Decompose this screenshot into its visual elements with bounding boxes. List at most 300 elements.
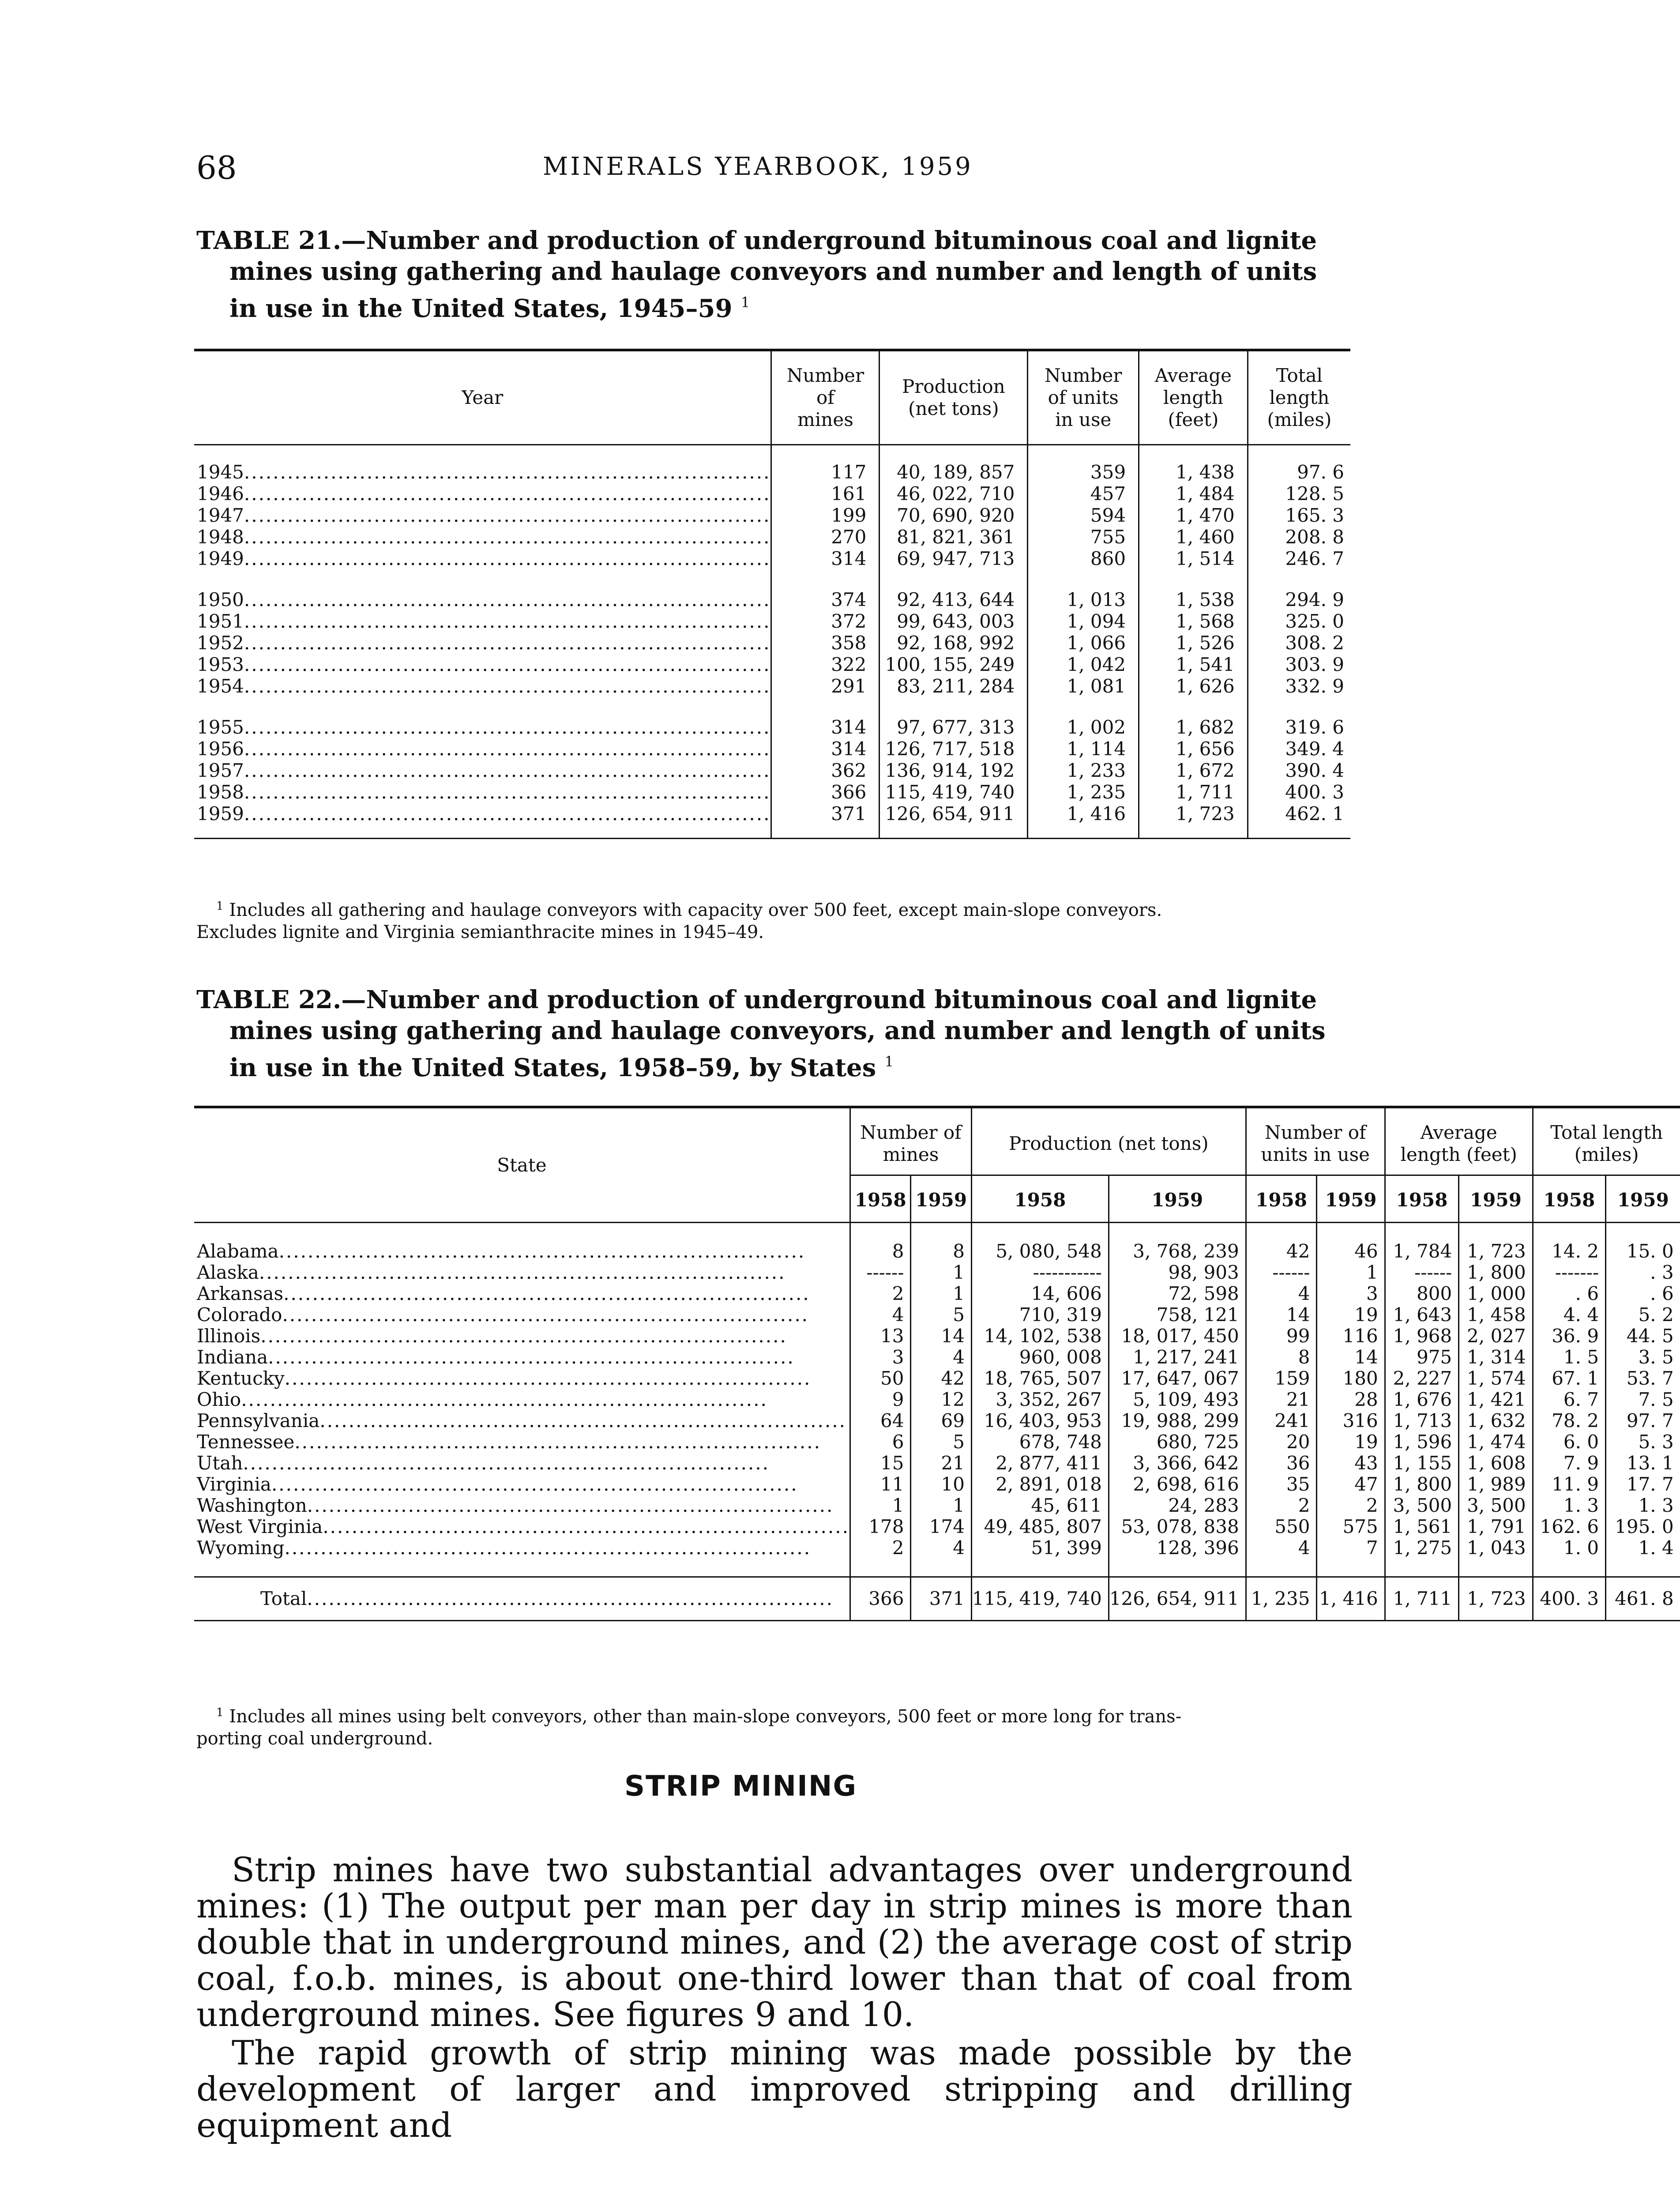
table21-cell-units: 755 bbox=[1028, 526, 1139, 548]
table21-row bbox=[194, 803, 1350, 825]
table21-cell-total-length: 332. 9 bbox=[1248, 675, 1350, 697]
table21-cell-total-length: 308. 2 bbox=[1248, 632, 1350, 654]
table22-row bbox=[194, 1453, 1680, 1474]
table22-cell-units-1958: 4 bbox=[1246, 1537, 1317, 1559]
table22-cell-units-1959: 1 bbox=[1317, 1262, 1385, 1283]
table22-cell-production-1958: 2, 891, 018 bbox=[971, 1474, 1109, 1495]
table21-cell-total-length: 97. 6 bbox=[1248, 461, 1350, 483]
table22-cell-total-length-1959: 3. 5 bbox=[1606, 1347, 1680, 1368]
table22-cell-total-length-1959: 44. 5 bbox=[1606, 1326, 1680, 1347]
table21-cell-year: 1945......................................................................... bbox=[197, 461, 771, 483]
table21-cell-total-length: 349. 4 bbox=[1248, 738, 1350, 760]
table22-cell-mines-1958: 9 bbox=[850, 1389, 911, 1410]
table22-cell-total-length-1959: . 6 bbox=[1606, 1283, 1680, 1304]
table22-cell-production-1958: 115, 419, 740 bbox=[971, 1577, 1109, 1621]
table21-row bbox=[194, 483, 1350, 505]
table21-caption-note: 1 bbox=[740, 294, 750, 311]
body-paragraph-2 bbox=[196, 2035, 1353, 2143]
table22-cell-state: Washington......................................................................... bbox=[197, 1495, 834, 1516]
table22-cell-mines-1959: 1 bbox=[911, 1283, 972, 1304]
table22-cell-avg-length-1958: 2, 227 bbox=[1385, 1368, 1459, 1389]
table22-cell-units-1958: 20 bbox=[1246, 1431, 1317, 1453]
table22-cell-total-length-1959: 195. 0 bbox=[1606, 1516, 1680, 1537]
table22-cell-production-1958: 18, 765, 507 bbox=[971, 1368, 1109, 1389]
table22-year-1959: 1959 bbox=[1606, 1175, 1680, 1223]
table22-cell-mines-1959: 5 bbox=[911, 1304, 972, 1326]
table22-cell-avg-length-1958: 1, 711 bbox=[1385, 1577, 1459, 1621]
table22-cell-production-1958: 3, 352, 267 bbox=[971, 1389, 1109, 1410]
table21-cell-production: 97, 677, 313 bbox=[879, 716, 1028, 738]
table22-cell-state: Kentucky......................................................................... bbox=[197, 1367, 812, 1389]
table21-cell-production: 92, 168, 992 bbox=[879, 632, 1028, 654]
table21-header-production: Production (net tons) bbox=[879, 350, 1028, 445]
table21-cell-mines: 362 bbox=[771, 760, 879, 781]
table21-cell-avg-length: 1, 460 bbox=[1139, 526, 1248, 548]
table22-footnote bbox=[196, 1702, 1353, 1750]
table22-cell-state: Alaska......................................................................... bbox=[197, 1262, 786, 1283]
table21-header-total-length: Total length (miles) bbox=[1248, 350, 1350, 445]
table21-cell-units: 860 bbox=[1028, 548, 1139, 569]
table21-cell-total-length: 294. 9 bbox=[1248, 589, 1350, 610]
table21-footnote bbox=[196, 895, 1353, 943]
table21-footnote-line-1: Includes all gathering and haulage conveyors with capacity over 500 feet, except main-slope conveyors. bbox=[229, 900, 1162, 920]
table22-row bbox=[194, 1283, 1680, 1304]
table21-cell-mines: 199 bbox=[771, 505, 879, 526]
table22-cell-units-1958: 1, 235 bbox=[1246, 1577, 1317, 1621]
table22-footnote-line-2: porting coal underground. bbox=[196, 1729, 433, 1749]
table22-cell-total-length-1959: 7. 5 bbox=[1606, 1389, 1680, 1410]
table22-header-mines: Number of mines bbox=[850, 1107, 971, 1175]
table22-cell-production-1958: 678, 748 bbox=[971, 1431, 1109, 1453]
table22-cell-avg-length-1959: 1, 608 bbox=[1459, 1453, 1533, 1474]
table22-header-production: Production (net tons) bbox=[971, 1107, 1246, 1175]
table22-cell-production-1959: 5, 109, 493 bbox=[1109, 1389, 1246, 1410]
table22-cell-avg-length-1958: 3, 500 bbox=[1385, 1495, 1459, 1516]
table22-row bbox=[194, 1410, 1680, 1431]
table21-cell-year: 1955......................................................................... bbox=[197, 716, 771, 738]
table22-cell-units-1959: 1, 416 bbox=[1317, 1577, 1385, 1621]
table22-caption-text-2: mines using gathering and haulage conveyors, and number and length of units bbox=[229, 1016, 1326, 1045]
table21-row bbox=[194, 548, 1350, 569]
table22-cell-mines-1959: 69 bbox=[911, 1410, 972, 1431]
table22-cell-mines-1958: ------ bbox=[850, 1262, 911, 1283]
table21-caption-text-1: —Number and production of underground bituminous coal and lignite bbox=[341, 226, 1317, 255]
table21-cell-production: 70, 690, 920 bbox=[879, 505, 1028, 526]
table22-cell-units-1959: 2 bbox=[1317, 1495, 1385, 1516]
table22-cell-total-length-1958: ------- bbox=[1533, 1262, 1605, 1283]
table22-header-units: Number of units in use bbox=[1246, 1107, 1385, 1175]
table22-cell-total-length-1959: 5. 3 bbox=[1606, 1431, 1680, 1453]
table22-cell-total-length-1958: 6. 0 bbox=[1533, 1431, 1605, 1453]
table22-cell-units-1958: 36 bbox=[1246, 1453, 1317, 1474]
table21-caption-text-3: in use in the United States, 1945–59 bbox=[229, 294, 733, 323]
table21-cell-avg-length: 1, 470 bbox=[1139, 505, 1248, 526]
table22-cell-units-1958: 99 bbox=[1246, 1326, 1317, 1347]
table22-cell-total-length-1958: 1. 3 bbox=[1533, 1495, 1605, 1516]
table21-row bbox=[194, 589, 1350, 610]
table21-header-avg-length: Average length (feet) bbox=[1139, 350, 1248, 445]
table22-cell-avg-length-1959: 1, 574 bbox=[1459, 1368, 1533, 1389]
table22-caption-text-3: in use in the United States, 1958–59, by States bbox=[229, 1053, 876, 1082]
table21-cell-avg-length: 1, 656 bbox=[1139, 738, 1248, 760]
table21-header-row bbox=[194, 350, 1350, 445]
table21-cell-total-length: 462. 1 bbox=[1248, 803, 1350, 825]
table21-cell-avg-length: 1, 682 bbox=[1139, 716, 1248, 738]
table22-cell-production-1958: 2, 877, 411 bbox=[971, 1453, 1109, 1474]
table22-cell-avg-length-1959: 1, 791 bbox=[1459, 1516, 1533, 1537]
table22-year-1959: 1959 bbox=[1317, 1175, 1385, 1223]
table21-caption bbox=[196, 225, 1353, 324]
table22-cell-production-1959: 24, 283 bbox=[1109, 1495, 1246, 1516]
table22-cell-total-length-1959: 53. 7 bbox=[1606, 1368, 1680, 1389]
table21-cell-production: 69, 947, 713 bbox=[879, 548, 1028, 569]
table22-cell-units-1958: 550 bbox=[1246, 1516, 1317, 1537]
table22-caption-note: 1 bbox=[884, 1053, 894, 1070]
table22-cell-production-1958: 14, 606 bbox=[971, 1283, 1109, 1304]
table22-cell-avg-length-1959: 1, 989 bbox=[1459, 1474, 1533, 1495]
table22-cell-mines-1959: 5 bbox=[911, 1431, 972, 1453]
table22-cell-state: Colorado......................................................................... bbox=[197, 1304, 809, 1326]
table21-cell-mines: 314 bbox=[771, 548, 879, 569]
table21-row bbox=[194, 654, 1350, 675]
table22-cell-mines-1959: 14 bbox=[911, 1326, 972, 1347]
table22 bbox=[194, 1106, 1680, 1621]
table21-cell-avg-length: 1, 568 bbox=[1139, 610, 1248, 632]
table22-cell-avg-length-1958: ------ bbox=[1385, 1262, 1459, 1283]
table22-caption-text-1: —Number and production of underground bituminous coal and lignite bbox=[341, 985, 1317, 1014]
table22-cell-units-1958: 21 bbox=[1246, 1389, 1317, 1410]
table21-cell-production: 83, 211, 284 bbox=[879, 675, 1028, 697]
table21-cell-avg-length: 1, 538 bbox=[1139, 589, 1248, 610]
table22-cell-production-1959: 19, 988, 299 bbox=[1109, 1410, 1246, 1431]
table22-cell-avg-length-1958: 1, 713 bbox=[1385, 1410, 1459, 1431]
table22-cell-production-1958: 51, 399 bbox=[971, 1537, 1109, 1559]
table22-cell-total-length-1958: 400. 3 bbox=[1533, 1577, 1605, 1621]
table22-cell-total-length-1959: 17. 7 bbox=[1606, 1474, 1680, 1495]
table22-row bbox=[194, 1389, 1680, 1410]
table22-cell-production-1959: 3, 768, 239 bbox=[1109, 1241, 1246, 1262]
table22-group-header-row bbox=[194, 1107, 1680, 1175]
table22-cell-state: Wyoming......................................................................... bbox=[197, 1537, 812, 1559]
table22-cell-avg-length-1959: 1, 421 bbox=[1459, 1389, 1533, 1410]
table22-cell-production-1959: 680, 725 bbox=[1109, 1431, 1246, 1453]
table22-body bbox=[194, 1223, 1680, 1621]
table22-cell-state: Virginia......................................................................... bbox=[197, 1473, 798, 1495]
table22-cell-production-1958: 710, 319 bbox=[971, 1304, 1109, 1326]
table21-cell-units: 1, 235 bbox=[1028, 781, 1139, 803]
table22-cell-production-1959: 2, 698, 616 bbox=[1109, 1474, 1246, 1495]
table22-cell-mines-1959: 8 bbox=[911, 1241, 972, 1262]
table21-cell-year: 1953......................................................................... bbox=[197, 654, 771, 675]
table22-header-total-length: Total length (miles) bbox=[1533, 1107, 1680, 1175]
table22-cell-units-1959: 28 bbox=[1317, 1389, 1385, 1410]
table21-row bbox=[194, 505, 1350, 526]
table22-cell-total-length-1958: 36. 9 bbox=[1533, 1326, 1605, 1347]
table22-cell-production-1959: 53, 078, 838 bbox=[1109, 1516, 1246, 1537]
table22-cell-production-1958: 960, 008 bbox=[971, 1347, 1109, 1368]
table22-cell-mines-1958: 8 bbox=[850, 1241, 911, 1262]
table22-cell-mines-1959: 4 bbox=[911, 1537, 972, 1559]
table21-header-units: Number of units in use bbox=[1028, 350, 1139, 445]
table21-cell-mines: 161 bbox=[771, 483, 879, 505]
table22-cell-avg-length-1959: 2, 027 bbox=[1459, 1326, 1533, 1347]
table21-cell-production: 126, 654, 911 bbox=[879, 803, 1028, 825]
table22-caption bbox=[196, 984, 1353, 1083]
table22-cell-units-1959: 43 bbox=[1317, 1453, 1385, 1474]
table22-cell-mines-1958: 2 bbox=[850, 1537, 911, 1559]
table22-cell-avg-length-1959: 1, 723 bbox=[1459, 1577, 1533, 1621]
table22-cell-units-1959: 316 bbox=[1317, 1410, 1385, 1431]
table21-cell-production: 126, 717, 518 bbox=[879, 738, 1028, 760]
table22-cell-mines-1958: 13 bbox=[850, 1326, 911, 1347]
table22-cell-avg-length-1958: 800 bbox=[1385, 1283, 1459, 1304]
table22-cell-avg-length-1958: 1, 800 bbox=[1385, 1474, 1459, 1495]
table21-cell-production: 81, 821, 361 bbox=[879, 526, 1028, 548]
table22-cell-units-1958: 35 bbox=[1246, 1474, 1317, 1495]
table22-cell-state: Pennsylvania......................................................................... bbox=[197, 1410, 846, 1431]
table22-cell-avg-length-1958: 1, 676 bbox=[1385, 1389, 1459, 1410]
table21-cell-avg-length: 1, 711 bbox=[1139, 781, 1248, 803]
table21-cell-units: 1, 233 bbox=[1028, 760, 1139, 781]
table21-cell-total-length: 128. 5 bbox=[1248, 483, 1350, 505]
table22-cell-state: Utah......................................................................... bbox=[197, 1452, 770, 1474]
table22-cell-state: Indiana......................................................................... bbox=[197, 1346, 795, 1368]
table22-footnote-mark: 1 bbox=[216, 1706, 224, 1719]
table21-cell-mines: 366 bbox=[771, 781, 879, 803]
table22-cell-units-1958: 159 bbox=[1246, 1368, 1317, 1389]
table22-cell-mines-1958: 366 bbox=[850, 1577, 911, 1621]
table22-cell-production-1958: 49, 485, 807 bbox=[971, 1516, 1109, 1537]
table21-caption-text-2: mines using gathering and haulage conveyors and number and length of units bbox=[229, 257, 1317, 286]
table22-cell-mines-1958: 50 bbox=[850, 1368, 911, 1389]
table22-cell-total-length-1958: 162. 6 bbox=[1533, 1516, 1605, 1537]
table22-year-1958: 1958 bbox=[850, 1175, 911, 1223]
table21-caption-lead: TABLE 21. bbox=[196, 226, 342, 255]
table21-row bbox=[194, 675, 1350, 697]
table21-cell-production: 40, 189, 857 bbox=[879, 461, 1028, 483]
table21-cell-units: 594 bbox=[1028, 505, 1139, 526]
table22-cell-mines-1958: 64 bbox=[850, 1410, 911, 1431]
table21-cell-mines: 322 bbox=[771, 654, 879, 675]
table22-cell-mines-1958: 3 bbox=[850, 1347, 911, 1368]
table22-cell-units-1959: 47 bbox=[1317, 1474, 1385, 1495]
table21-cell-units: 1, 002 bbox=[1028, 716, 1139, 738]
table22-year-1958: 1958 bbox=[1533, 1175, 1605, 1223]
table21-cell-total-length: 208. 8 bbox=[1248, 526, 1350, 548]
table21-cell-total-length: 400. 3 bbox=[1248, 781, 1350, 803]
table21-row bbox=[194, 738, 1350, 760]
table22-cell-units-1959: 3 bbox=[1317, 1283, 1385, 1304]
table21-cell-year: 1947......................................................................... bbox=[197, 505, 771, 526]
table22-row bbox=[194, 1262, 1680, 1283]
table22-row bbox=[194, 1474, 1680, 1495]
table21-cell-units: 1, 013 bbox=[1028, 589, 1139, 610]
table22-cell-total-length-1958: 67. 1 bbox=[1533, 1368, 1605, 1389]
table22-cell-avg-length-1959: 3, 500 bbox=[1459, 1495, 1533, 1516]
table22-cell-mines-1958: 2 bbox=[850, 1283, 911, 1304]
table22-cell-avg-length-1958: 1, 784 bbox=[1385, 1241, 1459, 1262]
table22-cell-avg-length-1959: 1, 723 bbox=[1459, 1241, 1533, 1262]
table22-cell-total-length-1958: 78. 2 bbox=[1533, 1410, 1605, 1431]
table22-year-1958: 1958 bbox=[1385, 1175, 1459, 1223]
table22-cell-units-1958: 14 bbox=[1246, 1304, 1317, 1326]
table22-cell-production-1959: 1, 217, 241 bbox=[1109, 1347, 1246, 1368]
table22-cell-production-1959: 3, 366, 642 bbox=[1109, 1453, 1246, 1474]
table21-cell-year: 1946......................................................................... bbox=[197, 483, 771, 505]
table22-row bbox=[194, 1241, 1680, 1262]
body-paragraph-1-text: Strip mines have two substantial advantages over underground mines: (1) The output per man per day in strip mines is more than double that in underground mines, and (2) the average cost of strip coal, f.o.b. mines, is about one-third lower than that of coal from underground mines. See figures 9 and 10. bbox=[196, 1850, 1353, 2034]
table22-cell-mines-1959: 12 bbox=[911, 1389, 972, 1410]
table22-cell-total-length-1959: 5. 2 bbox=[1606, 1304, 1680, 1326]
table22-cell-units-1958: 4 bbox=[1246, 1283, 1317, 1304]
table22-cell-state: West Virginia......................................................................... bbox=[197, 1516, 849, 1537]
table22-cell-state: Arkansas......................................................................... bbox=[197, 1283, 810, 1304]
table22-cell-total-length-1958: 1. 5 bbox=[1533, 1347, 1605, 1368]
table21-cell-units: 457 bbox=[1028, 483, 1139, 505]
table22-cell-units-1959: 14 bbox=[1317, 1347, 1385, 1368]
table21-row bbox=[194, 632, 1350, 654]
table21-cell-production: 46, 022, 710 bbox=[879, 483, 1028, 505]
table21-footnote-mark: 1 bbox=[216, 900, 224, 913]
table21-cell-mines: 372 bbox=[771, 610, 879, 632]
table22-cell-avg-length-1959: 1, 000 bbox=[1459, 1283, 1533, 1304]
table22-header-avg-length: Average length (feet) bbox=[1385, 1107, 1533, 1175]
table21-cell-total-length: 165. 3 bbox=[1248, 505, 1350, 526]
table21-cell-avg-length: 1, 526 bbox=[1139, 632, 1248, 654]
table21-cell-mines: 358 bbox=[771, 632, 879, 654]
table22-cell-mines-1959: 21 bbox=[911, 1453, 972, 1474]
table21-row bbox=[194, 760, 1350, 781]
table22-cell-mines-1958: 1 bbox=[850, 1495, 911, 1516]
table22-row bbox=[194, 1516, 1680, 1537]
table22-cell-units-1958: 2 bbox=[1246, 1495, 1317, 1516]
table21-cell-mines: 270 bbox=[771, 526, 879, 548]
table21-cell-total-length: 325. 0 bbox=[1248, 610, 1350, 632]
table21-cell-total-length: 246. 7 bbox=[1248, 548, 1350, 569]
table21-header-mines: Number of mines bbox=[771, 350, 879, 445]
table22-header-state: State bbox=[194, 1107, 850, 1223]
table22-caption-lead: TABLE 22. bbox=[196, 985, 342, 1014]
table21-row bbox=[194, 526, 1350, 548]
table21-cell-mines: 371 bbox=[771, 803, 879, 825]
table22-cell-units-1959: 46 bbox=[1317, 1241, 1385, 1262]
table21-cell-year: 1952......................................................................... bbox=[197, 632, 771, 654]
table22-cell-units-1958: 241 bbox=[1246, 1410, 1317, 1431]
table22-cell-units-1958: 42 bbox=[1246, 1241, 1317, 1262]
table22-cell-mines-1959: 4 bbox=[911, 1347, 972, 1368]
table22-cell-production-1959: 98, 903 bbox=[1109, 1262, 1246, 1283]
table22-cell-mines-1958: 11 bbox=[850, 1474, 911, 1495]
table22-cell-avg-length-1959: 1, 474 bbox=[1459, 1431, 1533, 1453]
table22-cell-state: Total......................................................................... bbox=[194, 1577, 850, 1621]
table22-cell-avg-length-1959: 1, 632 bbox=[1459, 1410, 1533, 1431]
table22-cell-production-1959: 72, 598 bbox=[1109, 1283, 1246, 1304]
table22-cell-state: Ohio......................................................................... bbox=[197, 1389, 768, 1410]
table22-year-1959: 1959 bbox=[1109, 1175, 1246, 1223]
table21-cell-avg-length: 1, 514 bbox=[1139, 548, 1248, 569]
table22-cell-production-1959: 18, 017, 450 bbox=[1109, 1326, 1246, 1347]
table21-cell-units: 1, 066 bbox=[1028, 632, 1139, 654]
table21-cell-avg-length: 1, 672 bbox=[1139, 760, 1248, 781]
table22-cell-mines-1958: 15 bbox=[850, 1453, 911, 1474]
table21-cell-avg-length: 1, 541 bbox=[1139, 654, 1248, 675]
table22-row bbox=[194, 1304, 1680, 1326]
table22-year-1958: 1958 bbox=[1246, 1175, 1317, 1223]
table21-cell-avg-length: 1, 484 bbox=[1139, 483, 1248, 505]
table21-cell-mines: 314 bbox=[771, 716, 879, 738]
table22-cell-units-1959: 575 bbox=[1317, 1516, 1385, 1537]
table21 bbox=[194, 349, 1350, 839]
table21-cell-production: 99, 643, 003 bbox=[879, 610, 1028, 632]
table21-cell-production: 100, 155, 249 bbox=[879, 654, 1028, 675]
table22-cell-production-1958: 45, 611 bbox=[971, 1495, 1109, 1516]
table21-cell-production: 136, 914, 192 bbox=[879, 760, 1028, 781]
table22-year-1958: 1958 bbox=[971, 1175, 1109, 1223]
table22-cell-units-1959: 116 bbox=[1317, 1326, 1385, 1347]
table22-cell-total-length-1958: 14. 2 bbox=[1533, 1241, 1605, 1262]
table21-footnote-line-2: Excludes lignite and Virginia semianthracite mines in 1945–49. bbox=[196, 922, 764, 942]
table22-cell-total-length-1959: 1. 3 bbox=[1606, 1495, 1680, 1516]
table22-cell-production-1959: 126, 654, 911 bbox=[1109, 1577, 1246, 1621]
table22-cell-mines-1959: 174 bbox=[911, 1516, 972, 1537]
table22-cell-total-length-1958: 7. 9 bbox=[1533, 1453, 1605, 1474]
table22-footnote-line-1: Includes all mines using belt conveyors, other than main-slope conveyors, 500 feet or more long for trans- bbox=[229, 1706, 1182, 1727]
table22-year-1959: 1959 bbox=[1459, 1175, 1533, 1223]
table21-cell-production: 92, 413, 644 bbox=[879, 589, 1028, 610]
table22-cell-units-1959: 180 bbox=[1317, 1368, 1385, 1389]
table21-cell-mines: 117 bbox=[771, 461, 879, 483]
table21-row bbox=[194, 610, 1350, 632]
table21-cell-units: 359 bbox=[1028, 461, 1139, 483]
table22-cell-mines-1958: 6 bbox=[850, 1431, 911, 1453]
table21-cell-total-length: 303. 9 bbox=[1248, 654, 1350, 675]
table21-cell-total-length: 319. 6 bbox=[1248, 716, 1350, 738]
table21-header-year: Year bbox=[194, 350, 771, 445]
table21-cell-year: 1958......................................................................... bbox=[197, 781, 771, 803]
table22-cell-total-length-1958: . 6 bbox=[1533, 1283, 1605, 1304]
table22-cell-production-1959: 128, 396 bbox=[1109, 1537, 1246, 1559]
table22-cell-avg-length-1959: 1, 314 bbox=[1459, 1347, 1533, 1368]
table22-cell-total-length-1959: 461. 8 bbox=[1606, 1577, 1680, 1621]
table21-cell-avg-length: 1, 626 bbox=[1139, 675, 1248, 697]
table22-cell-mines-1959: 42 bbox=[911, 1368, 972, 1389]
table21-cell-units: 1, 114 bbox=[1028, 738, 1139, 760]
table21-cell-total-length: 390. 4 bbox=[1248, 760, 1350, 781]
table22-cell-total-length-1959: 15. 0 bbox=[1606, 1241, 1680, 1262]
page-number: 68 bbox=[196, 149, 237, 186]
table22-cell-mines-1959: 1 bbox=[911, 1495, 972, 1516]
table21-cell-units: 1, 042 bbox=[1028, 654, 1139, 675]
table22-cell-avg-length-1958: 1, 155 bbox=[1385, 1453, 1459, 1474]
table22-cell-production-1958: ----------- bbox=[971, 1262, 1109, 1283]
table21-cell-year: 1950......................................................................... bbox=[197, 589, 771, 610]
body-paragraph-1 bbox=[196, 1852, 1353, 2033]
table21-cell-year: 1951......................................................................... bbox=[197, 610, 771, 632]
table22-cell-mines-1959: 10 bbox=[911, 1474, 972, 1495]
table22-cell-production-1958: 16, 403, 953 bbox=[971, 1410, 1109, 1431]
table22-cell-total-length-1958: 11. 9 bbox=[1533, 1474, 1605, 1495]
body-paragraph-2-text: The rapid growth of strip mining was made possible by the development of larger and improved stripping and drilling equipment and bbox=[196, 2033, 1353, 2145]
table22-cell-total-length-1959: 13. 1 bbox=[1606, 1453, 1680, 1474]
table21-row bbox=[194, 781, 1350, 803]
table22-cell-units-1959: 19 bbox=[1317, 1431, 1385, 1453]
table21-cell-mines: 314 bbox=[771, 738, 879, 760]
table21-cell-units: 1, 416 bbox=[1028, 803, 1139, 825]
table21-cell-year: 1959......................................................................... bbox=[197, 803, 771, 825]
table22-cell-total-length-1958: 4. 4 bbox=[1533, 1304, 1605, 1326]
table22-row bbox=[194, 1368, 1680, 1389]
table21-cell-year: 1948......................................................................... bbox=[197, 526, 771, 548]
